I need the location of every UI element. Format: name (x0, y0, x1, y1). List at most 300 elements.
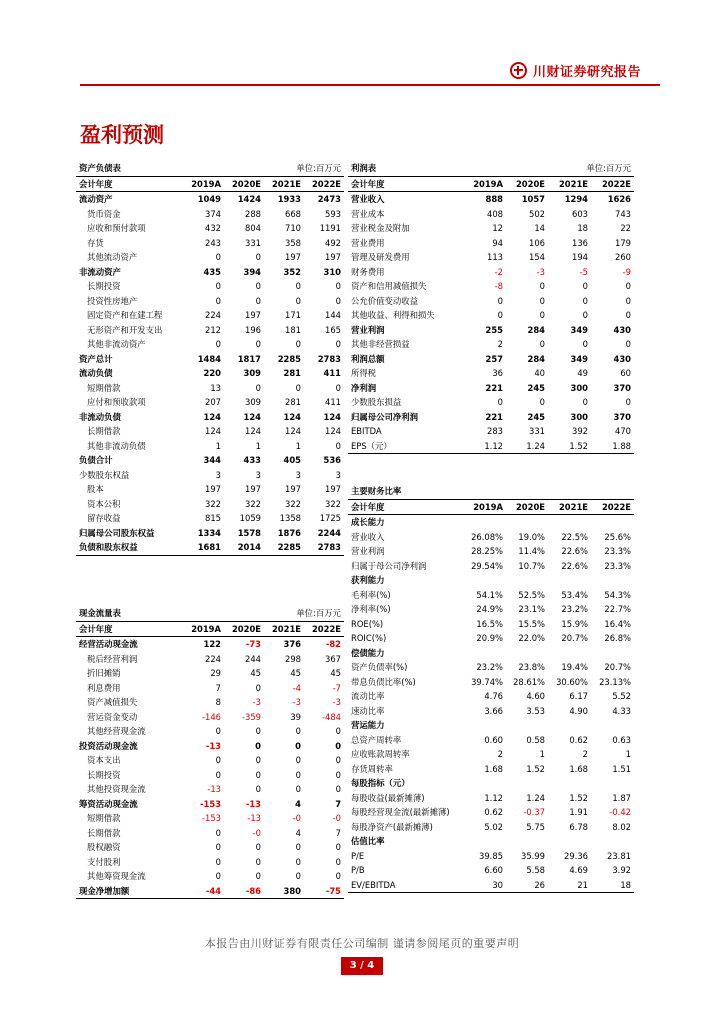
value-cell: 0 (539, 339, 545, 349)
value-cell (591, 834, 634, 849)
value-cell: 0 (295, 740, 301, 751)
table-row (76, 439, 344, 454)
report-header (510, 59, 660, 81)
table-row (76, 637, 344, 652)
row-label: 长期投资 (87, 769, 121, 780)
table-title-spacer (224, 606, 264, 621)
row-label: 股权融资 (87, 842, 121, 852)
table-row (348, 733, 634, 748)
value-cell: 0 (295, 281, 301, 291)
column-header: 会计年度 (76, 621, 184, 637)
value-cell: 0 (335, 726, 342, 736)
row-label: 货币资金 (87, 208, 121, 219)
column-header: 会计年度 (348, 176, 464, 192)
value-cell: 196 (245, 324, 261, 335)
value-cell: 2285 (264, 540, 304, 555)
value-cell: 0 (582, 295, 588, 306)
value-cell: 743 (615, 208, 632, 219)
value-cell: -8 (494, 281, 503, 291)
value-cell: 1 (625, 749, 631, 759)
value-cell: 197 (325, 484, 342, 494)
value-cell: 0 (255, 382, 261, 393)
value-cell: 0 (335, 755, 342, 765)
row-label: 应收账款周转率 (351, 749, 410, 759)
value-cell: 710 (285, 223, 301, 233)
value-cell: 53.4% (561, 589, 588, 600)
value-cell: 1.52 (548, 439, 591, 454)
value-cell: 0 (497, 310, 503, 320)
row-label: 税后经营利润 (87, 653, 138, 664)
table-row (76, 710, 344, 725)
value-cell: 367 (325, 653, 342, 664)
table-row (76, 540, 344, 555)
row-label: 资本公积 (87, 498, 121, 509)
value-cell: 1626 (607, 194, 632, 204)
value-cell: 0 (539, 310, 545, 320)
value-cell: 1725 (319, 513, 342, 523)
table-row (76, 811, 344, 826)
value-cell: 0 (335, 339, 342, 349)
column-header: 会计年度 (348, 499, 464, 515)
table-row (76, 207, 344, 222)
value-cell: 284 (527, 324, 545, 335)
table-row (348, 337, 634, 352)
value-cell: 815 (205, 513, 221, 523)
value-cell: -359 (241, 711, 261, 722)
value-cell: 45 (250, 668, 261, 678)
value-cell: 28.61% (513, 676, 545, 687)
table-row (76, 482, 344, 497)
value-cell (548, 646, 591, 661)
value-cell: 45 (290, 668, 301, 678)
value-cell: 224 (205, 653, 221, 664)
value-cell: 23.3% (604, 546, 631, 556)
table-title: 利润表 (351, 163, 377, 173)
value-cell: 22.0% (518, 633, 545, 643)
column-header: 2019A (464, 176, 506, 192)
table-header-row (76, 621, 344, 637)
value-cell: 7 (335, 798, 342, 809)
value-cell: 0 (295, 871, 301, 881)
value-cell: 1933 (277, 194, 301, 204)
value-cell: 10.7% (518, 560, 545, 571)
table-row (348, 849, 634, 864)
column-header: 会计年度 (76, 176, 184, 192)
table-row (348, 704, 634, 719)
financial-ratios-table (348, 484, 634, 893)
value-cell: 124 (283, 411, 301, 422)
table-row (348, 192, 634, 207)
value-cell: 5.75 (526, 821, 545, 832)
value-cell: 1 (215, 440, 221, 451)
column-header: 2019A (464, 499, 506, 515)
row-label: 其他非流动资产 (87, 339, 146, 349)
value-cell: 281 (285, 397, 301, 407)
table-row (76, 381, 344, 396)
table-title: 资产负债表 (79, 163, 121, 173)
row-label: 现金净增加额 (76, 884, 184, 899)
value-cell: 20.7% (561, 633, 588, 643)
section-row (348, 515, 634, 530)
table-row (348, 617, 634, 632)
value-cell: 60 (620, 368, 632, 378)
row-label: P/B (351, 865, 365, 875)
row-label: 营业收入 (351, 194, 385, 204)
row-label: 每股收益(最新摊薄) (351, 792, 425, 803)
value-cell: 3 (255, 469, 261, 480)
row-label: 应付和预收款项 (87, 397, 146, 407)
value-cell: -146 (201, 711, 221, 722)
value-cell: 430 (613, 324, 632, 335)
row-label: 负债合计 (79, 455, 113, 465)
value-cell: 26.08% (471, 531, 503, 542)
value-cell: 6.17 (569, 691, 588, 701)
row-label: 固定资产和在建工程 (87, 310, 163, 320)
value-cell: 124 (285, 426, 301, 436)
value-cell: 0.63 (612, 734, 631, 745)
value-cell: 0 (295, 842, 301, 852)
value-cell: 300 (570, 382, 588, 393)
value-cell: 0 (255, 682, 261, 693)
value-cell: 283 (487, 426, 503, 436)
table-title-row (76, 161, 344, 176)
value-cell: 54.3% (604, 589, 631, 600)
row-label: 其他收益、利得和损失 (351, 310, 435, 320)
value-cell (548, 718, 591, 733)
row-label: 资本支出 (87, 755, 121, 765)
value-cell: -73 (245, 639, 261, 649)
row-label: 其他非流动负债 (87, 440, 146, 451)
row-label: 营运资金变动 (87, 711, 138, 722)
value-cell: 220 (203, 368, 221, 378)
row-label: 资产减值损失 (87, 697, 138, 707)
value-cell: 16.4% (604, 618, 631, 629)
row-label: 归属母公司股东权益 (79, 527, 155, 538)
row-label: 经营活动现金流 (79, 639, 138, 649)
value-cell: 0 (215, 726, 221, 736)
table-title-spacer (464, 484, 506, 499)
value-cell: 593 (325, 208, 342, 219)
column-header: 2022E (591, 176, 634, 192)
table-unit: 单位:百万元 (296, 608, 342, 618)
column-header: 2019A (184, 621, 224, 637)
value-cell: 0 (255, 339, 261, 349)
value-cell: 603 (572, 208, 588, 219)
value-cell: 0 (625, 339, 632, 349)
value-cell: -5 (579, 266, 588, 277)
value-cell: 349 (570, 353, 588, 364)
value-cell: 1059 (239, 513, 261, 523)
value-cell (591, 515, 634, 530)
table-row (76, 236, 344, 251)
value-cell: 243 (205, 237, 221, 248)
value-cell: 15.5% (518, 618, 545, 629)
value-cell: -9 (622, 266, 632, 277)
value-cell: -4 (292, 682, 301, 693)
table-row (76, 511, 344, 526)
table-row (76, 724, 344, 739)
value-cell: 1.91 (569, 807, 588, 817)
value-cell: 349 (570, 324, 588, 335)
value-cell: 0 (255, 769, 261, 780)
table-title-spacer (224, 161, 264, 176)
table-row (76, 366, 344, 381)
value-cell: 0 (295, 726, 301, 736)
balance-sheet-table (76, 161, 344, 556)
value-cell (464, 834, 506, 849)
value-cell: 22.7% (604, 604, 631, 614)
value-cell: 0 (295, 856, 301, 867)
value-cell (506, 776, 548, 791)
table-row (76, 453, 344, 468)
value-cell: 0 (539, 295, 545, 306)
value-cell: 0 (625, 397, 632, 407)
value-cell: 376 (283, 639, 301, 649)
value-cell: 1 (539, 749, 545, 759)
value-cell: 197 (245, 484, 261, 494)
value-cell: 39.74% (471, 676, 503, 687)
value-cell: 0 (295, 769, 301, 780)
value-cell: 2473 (317, 194, 342, 204)
cash-flow-table (76, 606, 344, 899)
value-cell (506, 515, 548, 530)
column-header: 2022E (591, 499, 634, 515)
value-cell: 13 (210, 382, 221, 393)
table-row (348, 530, 634, 545)
value-cell: 25.6% (604, 531, 631, 542)
value-cell: 207 (205, 397, 221, 407)
table-row (348, 820, 634, 835)
value-cell: 1.51 (612, 763, 631, 774)
row-label: 少数股东损益 (351, 397, 402, 407)
value-cell: 0 (255, 726, 261, 736)
value-cell: 502 (529, 208, 545, 219)
value-cell (591, 573, 634, 588)
value-cell: 2285 (277, 353, 301, 364)
value-cell: 0 (625, 281, 632, 291)
table-row (348, 279, 634, 294)
table-row (348, 308, 634, 323)
value-cell: 8 (215, 697, 221, 707)
value-cell: 0 (582, 310, 588, 320)
value-cell: 21 (548, 878, 591, 893)
value-cell (464, 573, 506, 588)
value-cell: 22.6% (561, 546, 588, 556)
column-header: 2020E (506, 499, 548, 515)
column-header: 2022E (304, 621, 344, 637)
value-cell: 18 (591, 878, 634, 893)
value-cell: 370 (613, 411, 632, 422)
table-row (348, 660, 634, 675)
value-cell: -3 (252, 697, 261, 707)
value-cell: 255 (485, 324, 503, 335)
value-cell: -0 (332, 813, 342, 823)
value-cell: 0 (539, 397, 545, 407)
value-cell: 124 (243, 411, 261, 422)
value-cell (464, 515, 506, 530)
value-cell: 26 (506, 878, 548, 893)
value-cell: 22 (620, 223, 632, 233)
column-header: 2021E (548, 499, 591, 515)
value-cell: 0 (335, 871, 342, 881)
value-cell: 35.99 (521, 850, 545, 861)
value-cell: 29.54% (471, 560, 503, 571)
value-cell: 0 (215, 281, 221, 291)
value-cell: 392 (572, 426, 588, 436)
value-cell: 11.4% (518, 546, 545, 556)
value-cell: 179 (615, 237, 632, 248)
value-cell: 0 (582, 281, 588, 291)
value-cell (591, 718, 634, 733)
value-cell: -7 (332, 682, 342, 693)
row-label: 股本 (87, 484, 104, 494)
value-cell: -3 (332, 697, 342, 707)
column-header: 2021E (548, 176, 591, 192)
value-cell: 0 (335, 769, 342, 780)
value-cell: 0 (295, 295, 301, 306)
table-unit: 单位:百万元 (296, 163, 342, 173)
table-row (76, 739, 344, 754)
value-cell: 394 (243, 266, 261, 277)
table-title-spacer (184, 606, 224, 621)
value-cell: 40 (534, 368, 545, 378)
value-cell (464, 776, 506, 791)
value-cell: 358 (285, 237, 301, 248)
row-label: 其他筹资现金流 (87, 871, 146, 881)
table-row (348, 878, 634, 893)
row-label: 营业利润 (351, 546, 385, 556)
section-label: 每股指标（元） (351, 778, 410, 788)
value-cell: 408 (487, 208, 503, 219)
value-cell: 804 (245, 223, 261, 233)
value-cell: 1191 (319, 223, 342, 233)
value-cell: 124 (323, 411, 342, 422)
table-row (76, 840, 344, 855)
row-label: 营业成本 (351, 208, 385, 219)
column-header: 2020E (224, 176, 264, 192)
value-cell: 0 (295, 784, 301, 794)
value-cell: 194 (572, 252, 588, 262)
row-label: 利息费用 (87, 682, 121, 693)
value-cell: -3 (292, 697, 301, 707)
value-cell: -0 (292, 813, 301, 823)
value-cell: 23.81 (607, 850, 631, 861)
value-cell: 1817 (237, 353, 261, 364)
row-label: 其他投资现金流 (87, 784, 146, 794)
table-title-row (348, 484, 634, 499)
value-cell: 23.3% (604, 560, 631, 571)
value-cell: 24.9% (476, 604, 503, 614)
value-cell: 0.62 (484, 807, 503, 817)
value-cell: 2 (497, 749, 503, 759)
table-unit (548, 484, 634, 499)
value-cell: 0 (295, 339, 301, 349)
value-cell: -75 (304, 884, 344, 899)
value-cell: 322 (205, 498, 221, 509)
value-cell: 124 (325, 426, 342, 436)
value-cell: 244 (245, 653, 261, 664)
section-row (348, 776, 634, 791)
value-cell: -13 (205, 740, 221, 751)
table-row (76, 768, 344, 783)
row-label: 存货周转率 (351, 763, 393, 774)
value-cell: 1 (295, 440, 301, 451)
table-row (348, 323, 634, 338)
value-cell: 5.58 (526, 865, 545, 875)
table-row (76, 250, 344, 265)
table-row (76, 652, 344, 667)
value-cell: 26.8% (604, 633, 631, 643)
value-cell: 433 (243, 455, 261, 465)
table-row (76, 869, 344, 884)
row-label: 投资活动现金流 (79, 740, 138, 751)
value-cell: -484 (322, 711, 342, 722)
value-cell: 3 (335, 469, 342, 480)
brand-logo-icon (510, 62, 527, 79)
row-label: 公允价值变动收益 (351, 295, 418, 306)
value-cell: 0 (255, 856, 261, 867)
row-label: 每股经营现金流(最新摊薄) (351, 807, 450, 817)
value-cell: -0 (252, 827, 261, 838)
value-cell: 2244 (317, 527, 342, 538)
value-cell: 331 (529, 426, 545, 436)
column-header: 2019A (184, 176, 224, 192)
table-row (76, 192, 344, 207)
row-label: EPS（元） (348, 439, 464, 454)
value-cell: 344 (203, 455, 221, 465)
table-row (348, 236, 634, 251)
value-cell: 0 (295, 755, 301, 765)
value-cell: -13 (247, 813, 261, 823)
table-header-row (348, 499, 634, 515)
value-cell: 212 (205, 324, 221, 335)
value-cell: 0 (215, 339, 221, 349)
value-cell: 7 (335, 827, 342, 838)
value-cell: 23.1% (518, 604, 545, 614)
row-label: 管理及研发费用 (351, 252, 410, 262)
value-cell: 411 (325, 397, 342, 407)
table-title: 主要财务比率 (351, 486, 402, 496)
row-label: 营业费用 (351, 237, 385, 248)
value-cell: 0 (255, 755, 261, 765)
row-label: 应收和预付款项 (87, 223, 146, 233)
table-row (348, 762, 634, 777)
row-label: 长期投资 (87, 281, 121, 291)
value-cell: 0 (295, 382, 301, 393)
value-cell: 0 (215, 842, 221, 852)
value-cell: 0 (335, 856, 342, 867)
row-label: 总资产周转率 (351, 734, 402, 745)
row-label: 净利率(%) (351, 604, 391, 614)
value-cell: 1294 (564, 194, 588, 204)
value-cell: 19.0% (518, 531, 545, 542)
row-label: 每股净资产(最新摊薄) (351, 821, 433, 832)
value-cell: 4 (295, 827, 301, 838)
row-label: 营业收入 (351, 531, 385, 542)
value-cell: -0.37 (523, 807, 545, 817)
table-row (76, 410, 344, 425)
value-cell: 1.12 (484, 792, 503, 803)
row-label: 负债和股东权益 (76, 540, 184, 555)
table-row (76, 753, 344, 768)
value-cell: 19.4% (561, 662, 588, 672)
row-label: 长期借款 (87, 426, 121, 436)
value-cell: -13 (245, 798, 261, 809)
value-cell: 4.33 (612, 705, 631, 716)
value-cell: 0 (582, 397, 588, 407)
value-cell: 405 (283, 455, 301, 465)
value-cell: 2014 (224, 540, 264, 555)
